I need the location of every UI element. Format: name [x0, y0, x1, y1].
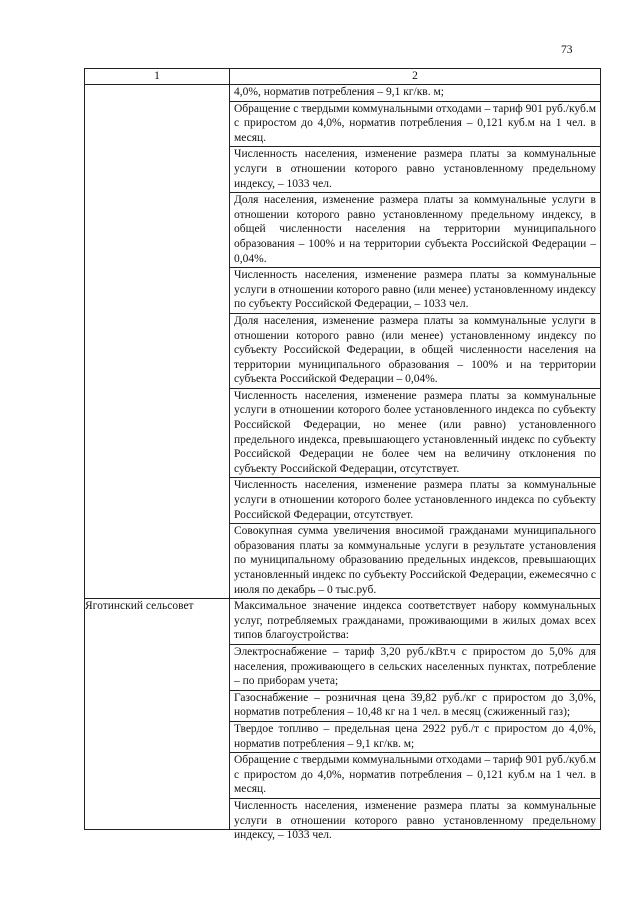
paragraph: Твердое топливо – предельная цена 2922 руб./т с приростом до 4,0%, норматив потребления – 9,1 кг/кв. м;: [230, 722, 600, 753]
paragraph: Газоснабжение – розничная цена 39,82 руб./кг с приростом до 3,0%, норматив потребления – 10,48 кг на 1 чел. в месяц (сжиженный газ);: [230, 691, 600, 722]
paragraph: Доля населения, изменение размера платы за коммунальные услуги в отношении которого равно установленному предельному индексу, в общей численности населения на территории муниципального образования – 100% и на территории субъекта Российской Федерации – 0,04%.: [230, 193, 600, 268]
paragraph: Обращение с твердыми коммунальными отходами – тариф 901 руб./куб.м с приростом до 4,0%, норматив потребления – 0,121 куб.м на 1 чел. в месяц.: [230, 102, 600, 148]
paragraph: Электроснабжение – тариф 3,20 руб./кВт.ч с приростом до 5,0% для населения, проживающего в сельских населенных пунктах, потребление – по приборам учета;: [230, 645, 600, 691]
table-row: [85, 85, 601, 599]
page-number: 73: [561, 44, 573, 56]
paragraph: Численность населения, изменение размера платы за коммунальные услуги в отношении которого равно (или менее) установленному индексу по субъекту Российской Федерации, – 1033 чел.: [230, 268, 600, 314]
paragraph: Совокупная сумма увеличения вносимой гражданами муниципального образования платы за коммунальные услуги в результате установления по муниципальному образованию предельных индексов, превышающих установленный индекс по субъекту Российской Федерации, ежемесячно с июля по декабрь – 0 тыс.руб.: [234, 525, 596, 596]
paragraph: Численность населения, изменение размера платы за коммунальные услуги в отношении которого равно установленному предельному индексу, – 1033 чел.: [230, 147, 600, 193]
municipality-cell: Яготинский сельсовет: [85, 599, 230, 830]
paragraph: Численность населения, изменение размера платы за коммунальные услуги в отношении которого более установленного индекса по субъекту Российской Федерации, отсутствует.: [230, 478, 600, 524]
paragraph: Доля населения, изменение размера платы за коммунальные услуги в отношении которого равно (или менее) установленному индексу по субъекту Российской Федерации, в общей численности населения на территории муниципального образования – 100% и на территории субъекта Российской Федерации – 0,04%.: [230, 314, 600, 389]
indicators-cell: [230, 599, 601, 842]
table-row: [85, 599, 601, 830]
paragraph: 4,0%, норматив потребления – 9,1 кг/кв. м;: [230, 85, 600, 102]
municipality-cell: [85, 85, 230, 599]
indicators-cell: [230, 85, 601, 599]
column-header-2: 2: [230, 69, 601, 85]
paragraph: Максимальное значение индекса соответствует набору коммунальных услуг, потребляемых гражданами, проживающими в жилых домах всех типов благоустройства:: [230, 599, 600, 645]
table-header-row: [85, 69, 601, 85]
column-header-1: 1: [85, 69, 230, 85]
paragraph: Численность населения, изменение размера платы за коммунальные услуги в отношении которого более установленного индекса по субъекту Российской Федерации, но менее (или равно) установленного предельного индекса, превышающего установленный индекс по субъекту Российской Федерации не более чем на величину отклонения по субъекту Российской Федерации, отсутствует.: [230, 389, 600, 479]
paragraph: Численность населения, изменение размера платы за коммунальные услуги в отношении которого равно установленному предельному индексу, – 1033 чел.: [234, 799, 596, 842]
tariff-table: [84, 68, 601, 842]
paragraph: Обращение с твердыми коммунальными отходами – тариф 901 руб./куб.м с приростом до 4,0%, норматив потребления – 0,121 куб.м на 1 чел. в месяц.: [230, 753, 600, 799]
